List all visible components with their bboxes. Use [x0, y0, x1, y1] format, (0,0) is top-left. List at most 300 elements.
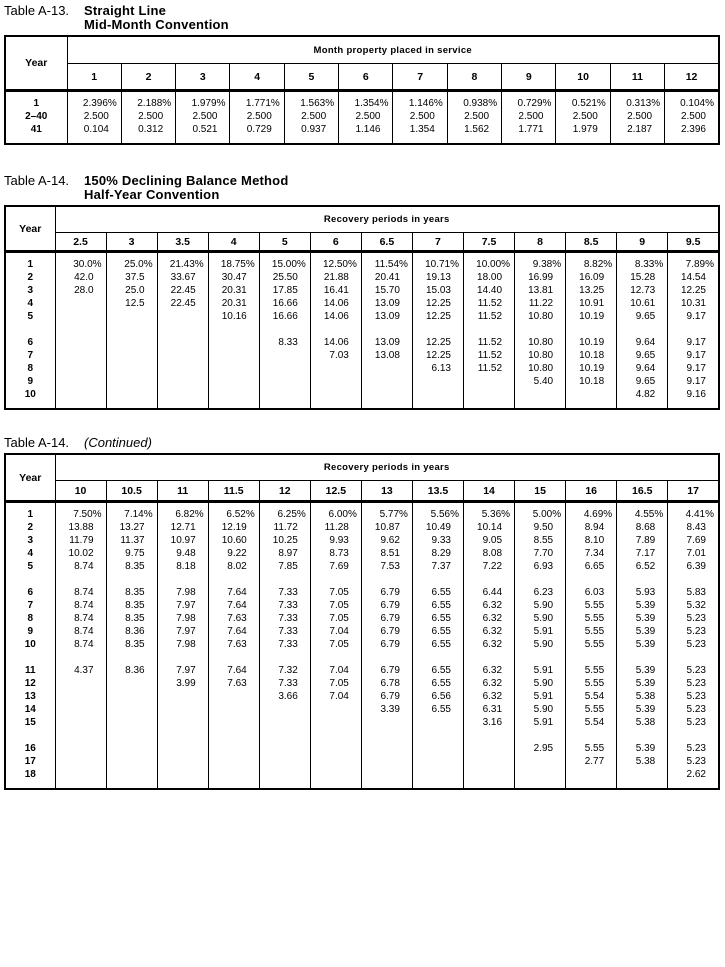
- data-cell: 7.04: [310, 664, 361, 677]
- data-cell: 0.938%: [447, 91, 501, 111]
- data-cell: [208, 716, 259, 729]
- year-cell: 9: [5, 625, 55, 638]
- data-cell: 3.99: [157, 677, 208, 690]
- data-cell: 5.23: [668, 612, 719, 625]
- empty-cell: [106, 729, 157, 742]
- data-cell: 5.90: [515, 638, 566, 651]
- data-cell: 11.22: [515, 297, 566, 310]
- year-cell: 3: [5, 534, 55, 547]
- data-cell: 5.39: [617, 599, 668, 612]
- data-cell: 7.05: [310, 586, 361, 599]
- table-a13-section: [4, 4, 725, 145]
- year-cell: 8: [5, 612, 55, 625]
- column-header: 2.5: [55, 233, 106, 252]
- year-cell: 7: [5, 349, 55, 362]
- data-cell: 30.0%: [55, 252, 106, 272]
- data-cell: [412, 755, 463, 768]
- data-cell: 7.89: [617, 534, 668, 547]
- data-cell: 10.18: [566, 349, 617, 362]
- table-row: [5, 716, 719, 729]
- year-cell: 8: [5, 362, 55, 375]
- data-cell: 5.38: [617, 690, 668, 703]
- data-cell: 7.63: [208, 638, 259, 651]
- data-cell: 9.62: [361, 534, 412, 547]
- data-cell: 6.55: [412, 638, 463, 651]
- table-row: [5, 110, 719, 123]
- data-cell: 7.05: [310, 599, 361, 612]
- table-row: [5, 755, 719, 768]
- data-cell: 1.146: [339, 123, 393, 144]
- data-cell: 12.5: [106, 297, 157, 310]
- data-cell: 16.09: [566, 271, 617, 284]
- column-header: 1: [67, 64, 121, 91]
- empty-cell: [55, 729, 106, 742]
- data-cell: [55, 336, 106, 349]
- table-row: [5, 534, 719, 547]
- empty-cell: [464, 651, 515, 664]
- table-a14-label: Table A-14.: [4, 173, 70, 188]
- year-cell: 1: [5, 502, 55, 522]
- data-cell: 2.500: [230, 110, 284, 123]
- data-cell: 12.25: [412, 310, 463, 323]
- data-cell: [55, 349, 106, 362]
- column-header: 2: [121, 64, 175, 91]
- data-cell: 8.33: [259, 336, 310, 349]
- data-cell: [310, 703, 361, 716]
- data-cell: 6.32: [464, 638, 515, 651]
- column-header: 7: [393, 64, 447, 91]
- column-header: 15: [515, 481, 566, 502]
- empty-cell: [310, 323, 361, 336]
- year-cell: 5: [5, 310, 55, 323]
- data-cell: 7.64: [208, 586, 259, 599]
- data-cell: 7.33: [259, 599, 310, 612]
- table-a14-continued-title: [4, 436, 725, 450]
- data-cell: [361, 755, 412, 768]
- data-cell: 7.63: [208, 612, 259, 625]
- data-cell: [310, 362, 361, 375]
- empty-cell: [259, 323, 310, 336]
- data-cell: 7.64: [208, 625, 259, 638]
- empty-cell: [157, 323, 208, 336]
- data-cell: 11.72: [259, 521, 310, 534]
- data-cell: 13.25: [566, 284, 617, 297]
- empty-cell: [566, 323, 617, 336]
- year-cell: 6: [5, 586, 55, 599]
- data-cell: [55, 375, 106, 388]
- data-cell: [106, 768, 157, 789]
- empty-cell: [515, 651, 566, 664]
- data-cell: 8.74: [55, 638, 106, 651]
- column-header: 10.5: [106, 481, 157, 502]
- data-cell: 37.5: [106, 271, 157, 284]
- year-cell: 2: [5, 521, 55, 534]
- data-cell: 7.32: [259, 664, 310, 677]
- data-cell: 5.55: [566, 677, 617, 690]
- empty-cell: [55, 323, 106, 336]
- data-cell: 7.97: [157, 664, 208, 677]
- group-gap-row: [5, 729, 719, 742]
- empty-cell: [566, 729, 617, 742]
- data-cell: 13.27: [106, 521, 157, 534]
- data-cell: 8.51: [361, 547, 412, 560]
- data-cell: [259, 768, 310, 789]
- data-cell: [157, 375, 208, 388]
- data-cell: [55, 310, 106, 323]
- data-cell: 9.22: [208, 547, 259, 560]
- data-cell: 9.93: [310, 534, 361, 547]
- data-cell: 20.31: [208, 297, 259, 310]
- data-cell: 9.05: [464, 534, 515, 547]
- table-a13-title: [4, 4, 725, 32]
- data-cell: 12.71: [157, 521, 208, 534]
- table-a14-continued-label: Table A-14.: [4, 435, 70, 450]
- data-cell: 5.93: [617, 586, 668, 599]
- data-cell: 5.00%: [515, 502, 566, 522]
- column-header: 12: [665, 64, 719, 91]
- data-cell: 21.43%: [157, 252, 208, 272]
- data-cell: 1.354%: [339, 91, 393, 111]
- data-cell: 10.80: [515, 310, 566, 323]
- data-cell: 0.937: [284, 123, 338, 144]
- data-cell: 10.02: [55, 547, 106, 560]
- data-cell: [361, 768, 412, 789]
- data-cell: 3.16: [464, 716, 515, 729]
- column-header: 6.5: [361, 233, 412, 252]
- column-header: 3: [176, 64, 230, 91]
- data-cell: 13.09: [361, 297, 412, 310]
- data-cell: [55, 690, 106, 703]
- data-cell: [157, 349, 208, 362]
- data-cell: [566, 768, 617, 789]
- column-header: 4: [230, 64, 284, 91]
- data-cell: 8.74: [55, 599, 106, 612]
- table-row: [5, 703, 719, 716]
- data-cell: 2.500: [610, 110, 664, 123]
- data-cell: [55, 703, 106, 716]
- data-cell: [55, 755, 106, 768]
- data-cell: [464, 388, 515, 409]
- title-line-2: Mid-Month Convention: [84, 17, 229, 32]
- data-cell: 5.23: [668, 755, 719, 768]
- data-cell: 9.65: [617, 349, 668, 362]
- data-cell: 7.64: [208, 664, 259, 677]
- column-header: 12.5: [310, 481, 361, 502]
- data-cell: 9.17: [668, 362, 719, 375]
- data-cell: 7.04: [310, 625, 361, 638]
- empty-cell: [55, 651, 106, 664]
- data-cell: 5.32: [668, 599, 719, 612]
- empty-cell: [515, 729, 566, 742]
- data-cell: 5.23: [668, 703, 719, 716]
- data-cell: 9.17: [668, 310, 719, 323]
- data-cell: 2.500: [447, 110, 501, 123]
- data-cell: 10.49: [412, 521, 463, 534]
- table-row: [5, 768, 719, 789]
- empty-cell: [412, 729, 463, 742]
- data-cell: [208, 755, 259, 768]
- data-cell: 25.50: [259, 271, 310, 284]
- data-cell: [310, 768, 361, 789]
- data-cell: [208, 336, 259, 349]
- data-cell: 7.05: [310, 612, 361, 625]
- declining-balance-continued-table: [4, 453, 720, 790]
- data-cell: 4.41%: [668, 502, 719, 522]
- data-cell: 6.55: [412, 612, 463, 625]
- year-cell: 6: [5, 336, 55, 349]
- data-cell: 3.66: [259, 690, 310, 703]
- data-cell: [310, 755, 361, 768]
- data-cell: 9.65: [617, 375, 668, 388]
- data-cell: 0.312: [121, 123, 175, 144]
- data-cell: 5.23: [668, 742, 719, 755]
- data-cell: 2.500: [67, 110, 121, 123]
- data-cell: [106, 690, 157, 703]
- data-cell: 7.97: [157, 625, 208, 638]
- data-cell: 2.500: [339, 110, 393, 123]
- column-header: 13.5: [412, 481, 463, 502]
- column-header: 16.5: [617, 481, 668, 502]
- data-cell: 5.40: [515, 375, 566, 388]
- data-cell: 25.0: [106, 284, 157, 297]
- data-cell: 6.82%: [157, 502, 208, 522]
- data-cell: [515, 388, 566, 409]
- data-cell: [566, 388, 617, 409]
- data-cell: 5.39: [617, 664, 668, 677]
- data-cell: 13.08: [361, 349, 412, 362]
- empty-cell: [208, 573, 259, 586]
- data-cell: 6.55: [412, 625, 463, 638]
- data-cell: 9.17: [668, 375, 719, 388]
- data-cell: 2.188%: [121, 91, 175, 111]
- data-cell: 15.70: [361, 284, 412, 297]
- data-cell: 5.38: [617, 755, 668, 768]
- data-cell: 2.500: [393, 110, 447, 123]
- year-column-header: Year: [5, 206, 55, 252]
- data-cell: 2.500: [502, 110, 556, 123]
- empty-cell: [566, 651, 617, 664]
- data-cell: 2.500: [556, 110, 610, 123]
- data-cell: 5.23: [668, 716, 719, 729]
- data-cell: 6.25%: [259, 502, 310, 522]
- data-cell: 5.54: [566, 690, 617, 703]
- column-header: 12: [259, 481, 310, 502]
- data-cell: 7.34: [566, 547, 617, 560]
- data-cell: 8.35: [106, 586, 157, 599]
- column-header: 3: [106, 233, 157, 252]
- data-cell: 6.79: [361, 690, 412, 703]
- data-cell: [464, 755, 515, 768]
- table-row: [5, 502, 719, 522]
- data-cell: 6.55: [412, 677, 463, 690]
- data-cell: 15.00%: [259, 252, 310, 272]
- column-header: 8: [447, 64, 501, 91]
- data-cell: 6.93: [515, 560, 566, 573]
- column-header: 14: [464, 481, 515, 502]
- column-header: 11.5: [208, 481, 259, 502]
- column-header: 7.5: [464, 233, 515, 252]
- data-cell: 5.36%: [464, 502, 515, 522]
- empty-cell: [310, 651, 361, 664]
- data-cell: 12.25: [412, 297, 463, 310]
- data-cell: 11.52: [464, 349, 515, 362]
- table-row: [5, 284, 719, 297]
- data-cell: [412, 388, 463, 409]
- data-cell: [259, 742, 310, 755]
- data-cell: 15.28: [617, 271, 668, 284]
- data-cell: 8.35: [106, 560, 157, 573]
- data-cell: 5.90: [515, 703, 566, 716]
- data-cell: 9.50: [515, 521, 566, 534]
- data-cell: 8.36: [106, 625, 157, 638]
- data-cell: 7.04: [310, 690, 361, 703]
- data-cell: 11.54%: [361, 252, 412, 272]
- span-header: Month property placed in service: [67, 36, 719, 64]
- empty-cell: [617, 729, 668, 742]
- data-cell: [55, 742, 106, 755]
- table-a13-title-lines: [84, 4, 229, 32]
- data-cell: 5.39: [617, 677, 668, 690]
- data-cell: 10.00%: [464, 252, 515, 272]
- data-cell: 7.05: [310, 638, 361, 651]
- data-cell: 2.77: [566, 755, 617, 768]
- empty-cell: [361, 323, 412, 336]
- data-cell: 14.54: [668, 271, 719, 284]
- column-header: 6: [310, 233, 361, 252]
- data-cell: [157, 768, 208, 789]
- data-cell: 11.28: [310, 521, 361, 534]
- data-cell: 7.98: [157, 586, 208, 599]
- year-cell: 3: [5, 284, 55, 297]
- table-a14-title-lines: [84, 174, 288, 202]
- empty-cell: [310, 573, 361, 586]
- table-row: [5, 586, 719, 599]
- data-cell: 13.09: [361, 310, 412, 323]
- data-cell: 11.52: [464, 297, 515, 310]
- data-cell: 6.32: [464, 599, 515, 612]
- data-cell: 8.18: [157, 560, 208, 573]
- data-cell: 17.85: [259, 284, 310, 297]
- table-a13-label: Table A-13.: [4, 3, 70, 18]
- data-cell: 16.66: [259, 310, 310, 323]
- table-row: [5, 547, 719, 560]
- table-row: [5, 375, 719, 388]
- data-cell: 5.91: [515, 664, 566, 677]
- empty-cell: [106, 573, 157, 586]
- data-cell: [515, 755, 566, 768]
- table-row: [5, 252, 719, 272]
- data-cell: 8.36: [106, 664, 157, 677]
- data-cell: 8.82%: [566, 252, 617, 272]
- empty-cell: [361, 573, 412, 586]
- data-cell: 4.69%: [566, 502, 617, 522]
- data-cell: 7.89%: [668, 252, 719, 272]
- table-row: [5, 560, 719, 573]
- table-a14-section: [4, 174, 725, 410]
- data-cell: 1.979: [556, 123, 610, 144]
- data-cell: [157, 336, 208, 349]
- data-cell: 5.23: [668, 625, 719, 638]
- data-cell: 6.32: [464, 690, 515, 703]
- data-cell: [208, 742, 259, 755]
- empty-cell: [5, 323, 55, 336]
- table-row: [5, 123, 719, 144]
- data-cell: 7.33: [259, 586, 310, 599]
- data-cell: 5.38: [617, 716, 668, 729]
- data-cell: 0.521: [176, 123, 230, 144]
- data-cell: 8.74: [55, 586, 106, 599]
- data-cell: 10.31: [668, 297, 719, 310]
- data-cell: [208, 375, 259, 388]
- data-cell: 6.56: [412, 690, 463, 703]
- data-cell: 14.06: [310, 310, 361, 323]
- data-cell: 5.23: [668, 638, 719, 651]
- group-gap-row: [5, 323, 719, 336]
- data-cell: [208, 768, 259, 789]
- empty-cell: [617, 651, 668, 664]
- table-row: [5, 690, 719, 703]
- year-cell: 1: [5, 252, 55, 272]
- data-cell: [55, 388, 106, 409]
- data-cell: 8.73: [310, 547, 361, 560]
- data-cell: 42.0: [55, 271, 106, 284]
- table-row: [5, 742, 719, 755]
- data-cell: [55, 297, 106, 310]
- data-cell: 6.79: [361, 625, 412, 638]
- data-cell: [515, 768, 566, 789]
- data-cell: 8.08: [464, 547, 515, 560]
- data-cell: 12.50%: [310, 252, 361, 272]
- data-cell: [259, 349, 310, 362]
- data-cell: 9.75: [106, 547, 157, 560]
- straight-line-mid-month-table: [4, 35, 720, 145]
- data-cell: 5.55: [566, 612, 617, 625]
- data-cell: 5.39: [617, 625, 668, 638]
- data-cell: 0.104: [67, 123, 121, 144]
- table-row: [5, 599, 719, 612]
- empty-cell: [668, 573, 719, 586]
- data-cell: 7.01: [668, 547, 719, 560]
- empty-cell: [412, 323, 463, 336]
- data-cell: 4.37: [55, 664, 106, 677]
- data-cell: 8.97: [259, 547, 310, 560]
- year-cell: 10: [5, 638, 55, 651]
- year-cell: 18: [5, 768, 55, 789]
- year-cell: 17: [5, 755, 55, 768]
- data-cell: [361, 362, 412, 375]
- column-header: 10: [55, 481, 106, 502]
- table-row: [5, 310, 719, 323]
- data-cell: 1.562: [447, 123, 501, 144]
- data-cell: [464, 742, 515, 755]
- empty-cell: [617, 323, 668, 336]
- column-header: 6: [339, 64, 393, 91]
- table-row: [5, 91, 719, 111]
- year-cell: 4: [5, 547, 55, 560]
- year-cell: 10: [5, 388, 55, 409]
- data-cell: 2.62: [668, 768, 719, 789]
- data-cell: [106, 362, 157, 375]
- data-cell: 8.10: [566, 534, 617, 547]
- span-header: Recovery periods in years: [55, 454, 719, 481]
- year-cell: 14: [5, 703, 55, 716]
- data-cell: 8.02: [208, 560, 259, 573]
- data-cell: 2.500: [121, 110, 175, 123]
- data-cell: 5.77%: [361, 502, 412, 522]
- data-cell: 2.500: [284, 110, 338, 123]
- data-cell: [208, 690, 259, 703]
- data-cell: 7.33: [259, 638, 310, 651]
